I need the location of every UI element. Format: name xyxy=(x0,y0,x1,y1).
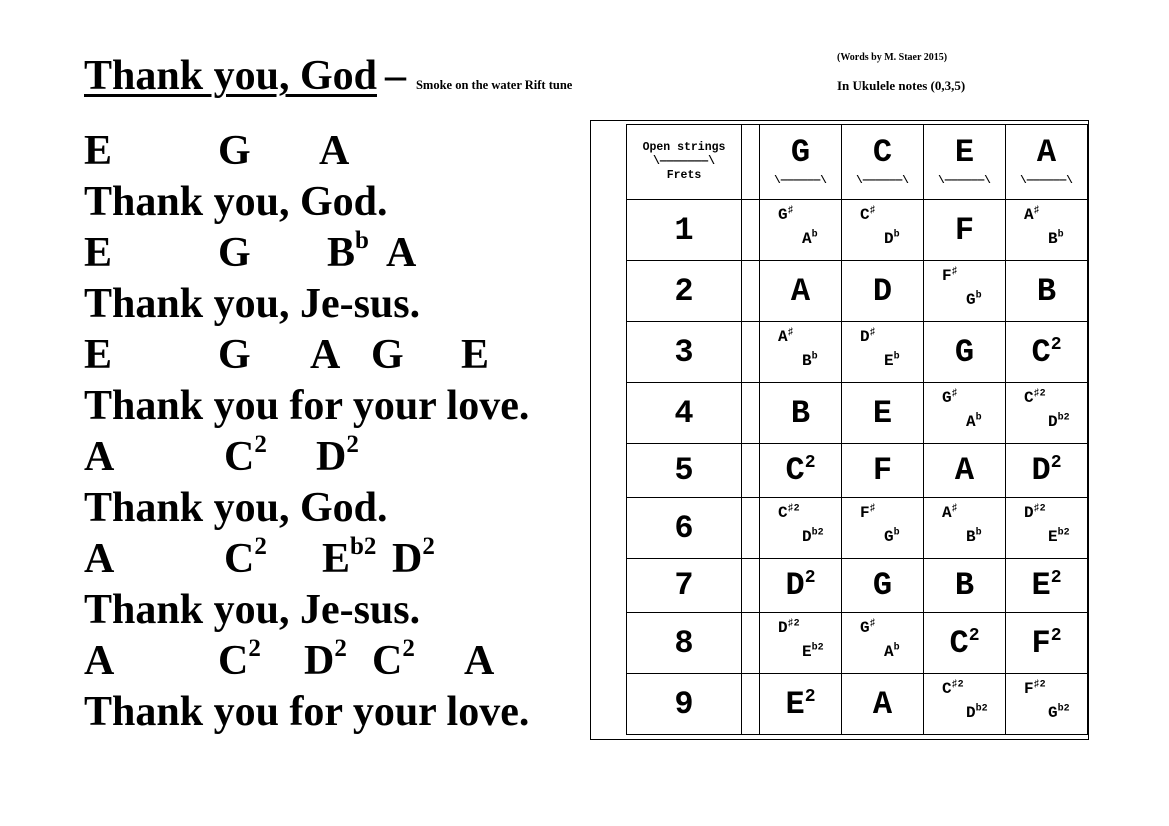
sharp-note: $D^{♯2}$ xyxy=(778,618,800,637)
chord: G xyxy=(218,332,251,378)
sharp-note: $D^{♯2}$ xyxy=(1024,503,1046,522)
note-cell xyxy=(924,200,1006,261)
note-cell xyxy=(842,383,924,444)
note-name: D xyxy=(872,272,893,310)
chord: $C^2$ xyxy=(224,431,267,480)
flat-note: $E^b$ xyxy=(884,351,900,370)
table-header-row xyxy=(627,125,1088,200)
flat-note: $E^{b2}$ xyxy=(1048,527,1070,546)
sharp-note: $C^{♯2}$ xyxy=(1024,388,1046,407)
flat-note: $E^{b2}$ xyxy=(802,642,824,661)
note-name: F xyxy=(1031,624,1051,662)
fret-row xyxy=(627,498,1088,559)
note-cell xyxy=(1006,261,1088,322)
fret-number: 6 xyxy=(627,498,742,559)
note-cell xyxy=(1006,498,1088,559)
flat-note: $G^b$ xyxy=(884,527,900,546)
sharp-note: $F^{♯2}$ xyxy=(1024,679,1046,698)
gap-cell xyxy=(742,125,760,200)
note-octave: 2 xyxy=(1050,625,1062,646)
fret-row xyxy=(627,674,1088,735)
chord: G xyxy=(371,332,404,378)
note-cell xyxy=(842,261,924,322)
string-name: E xyxy=(954,133,975,171)
string-slash: \——————\ xyxy=(938,174,991,187)
note-cell xyxy=(1006,674,1088,735)
note-octave: 2 xyxy=(1050,568,1062,588)
string-header-e xyxy=(924,125,1006,200)
string-slash: \——————\ xyxy=(856,174,909,187)
fret-number: 9 xyxy=(627,674,742,735)
lyric-text: Thank you, God. xyxy=(84,485,388,531)
note-cell xyxy=(760,322,842,383)
note-name: E xyxy=(785,685,805,723)
gap-cell xyxy=(742,261,760,322)
flat-note: $A^b$ xyxy=(884,642,900,661)
string-header-a xyxy=(1006,125,1088,200)
chord: G xyxy=(218,128,251,174)
note-cell xyxy=(924,444,1006,498)
flat-note: $B^b$ xyxy=(802,351,818,370)
note-name: E xyxy=(872,394,893,432)
note-octave: 2 xyxy=(804,686,816,707)
flat-note: $G^{b2}$ xyxy=(1048,703,1070,722)
chord: $D^2$ xyxy=(316,431,359,480)
note-name: C xyxy=(1031,333,1051,371)
note-cell xyxy=(760,559,842,613)
note-cell xyxy=(842,559,924,613)
note-cell xyxy=(760,383,842,444)
string-name: G xyxy=(790,133,811,171)
note-cell xyxy=(760,674,842,735)
note-cell xyxy=(842,613,924,674)
ukulele-note: In Ukulele notes (0,3,5) xyxy=(837,78,966,93)
sharp-note: G♯ xyxy=(942,388,958,407)
chord: G xyxy=(218,230,251,276)
note-cell xyxy=(1006,613,1088,674)
note-cell xyxy=(1006,322,1088,383)
note-cell xyxy=(760,444,842,498)
note-name: B xyxy=(1036,272,1057,310)
chord: $C^2$ xyxy=(372,635,415,684)
lyric-text: Thank you, God. xyxy=(84,179,388,225)
gap-cell xyxy=(742,498,760,559)
gap-cell xyxy=(742,559,760,613)
note-cell xyxy=(924,613,1006,674)
string-header-c xyxy=(842,125,924,200)
flat-note: $B^b$ xyxy=(966,527,982,546)
note-cell xyxy=(924,383,1006,444)
note-octave: 2 xyxy=(1050,453,1062,473)
note-cell xyxy=(760,613,842,674)
note-cell xyxy=(842,674,924,735)
note-cell xyxy=(1006,444,1088,498)
note-name: G xyxy=(954,333,975,371)
note-cell xyxy=(760,200,842,261)
sharp-note: D♯ xyxy=(860,327,876,346)
gap-cell xyxy=(742,383,760,444)
note-octave: 2 xyxy=(804,453,816,473)
note-cell xyxy=(842,498,924,559)
chord: $B^b$ xyxy=(327,227,369,276)
note-cell xyxy=(1006,383,1088,444)
chord: A xyxy=(84,434,115,480)
fret-number: 2 xyxy=(627,261,742,322)
sharp-note: A♯ xyxy=(942,503,958,522)
lyric-text: Thank you, Je-sus. xyxy=(84,587,421,633)
note-cell xyxy=(1006,200,1088,261)
note-name: A xyxy=(954,452,975,489)
credits: (Words by M. Staer 2015) xyxy=(837,52,948,63)
fret-table xyxy=(626,124,1088,735)
gap-cell xyxy=(742,322,760,383)
chord: A xyxy=(319,128,350,174)
header-label-cell xyxy=(627,125,742,200)
note-name: F xyxy=(954,211,975,249)
note-cell xyxy=(760,261,842,322)
flat-note: $D^{b2}$ xyxy=(1048,412,1070,431)
note-name: D xyxy=(1031,452,1051,489)
note-cell xyxy=(924,322,1006,383)
flat-note: $D^{b2}$ xyxy=(802,527,824,546)
fret-number: 1 xyxy=(627,200,742,261)
gap-cell xyxy=(742,200,760,261)
note-octave: 2 xyxy=(968,625,980,646)
fret-number: 4 xyxy=(627,383,742,444)
chord: A xyxy=(386,230,417,276)
flat-note: $G^b$ xyxy=(966,290,982,309)
note-cell xyxy=(760,498,842,559)
flat-note: $B^b$ xyxy=(1048,229,1064,248)
string-slash: \——————\ xyxy=(1020,174,1073,187)
gap-cell xyxy=(742,674,760,735)
fret-row xyxy=(627,613,1088,674)
sharp-note: F♯ xyxy=(942,266,958,285)
note-name: F xyxy=(872,452,893,489)
note-cell xyxy=(1006,559,1088,613)
lyric-text: Thank you for your love. xyxy=(84,689,530,735)
fret-row xyxy=(627,444,1088,498)
note-name: E xyxy=(1031,567,1051,604)
note-cell xyxy=(924,559,1006,613)
fret-row xyxy=(627,383,1088,444)
chord: E xyxy=(461,332,490,378)
gap-cell xyxy=(742,444,760,498)
chord: E xyxy=(84,230,113,276)
chord: $C^2$ xyxy=(224,533,267,582)
string-slash: \——————\ xyxy=(774,174,827,187)
sharp-note: G♯ xyxy=(860,618,876,637)
fret-row xyxy=(627,261,1088,322)
flat-note: $A^b$ xyxy=(966,412,982,431)
note-name: C xyxy=(949,624,969,662)
fret-row xyxy=(627,322,1088,383)
fret-number: 3 xyxy=(627,322,742,383)
fret-row xyxy=(627,559,1088,613)
tune-subtitle: Smoke on the water Rift tune xyxy=(415,78,573,92)
sharp-note: $C^{♯2}$ xyxy=(942,679,964,698)
header-slash-label: \———————\ xyxy=(652,155,716,169)
sharp-note: A♯ xyxy=(1024,205,1040,224)
chord: $D^2$ xyxy=(304,635,347,684)
fret-number: 7 xyxy=(627,559,742,613)
note-cell xyxy=(842,322,924,383)
note-cell xyxy=(842,200,924,261)
chord: A xyxy=(310,332,341,378)
note-name: C xyxy=(785,452,805,489)
chord: A xyxy=(464,638,495,684)
flat-note: $D^b$ xyxy=(884,229,900,248)
sharp-note: A♯ xyxy=(778,327,794,346)
note-cell xyxy=(842,444,924,498)
string-header-g xyxy=(760,125,842,200)
note-name: B xyxy=(954,567,975,604)
string-name: A xyxy=(1036,133,1057,171)
flat-note: $A^b$ xyxy=(802,229,818,248)
chord: E xyxy=(84,128,113,174)
song-title: Thank you, God xyxy=(84,53,377,99)
title-row xyxy=(84,52,572,100)
chord: $C^2$ xyxy=(218,635,261,684)
title-dash: – xyxy=(384,53,406,99)
note-octave: 2 xyxy=(1050,334,1062,355)
chord: A xyxy=(84,638,115,684)
sharp-note: C♯ xyxy=(860,205,876,224)
sharp-note: F♯ xyxy=(860,503,876,522)
chord: $D^2$ xyxy=(392,533,435,582)
chord: $E^{b2}$ xyxy=(322,533,377,582)
note-cell xyxy=(924,498,1006,559)
note-name: B xyxy=(790,394,811,432)
note-name: D xyxy=(785,567,805,604)
lyric-text: Thank you, Je-sus. xyxy=(84,281,421,327)
sharp-note: $C^{♯2}$ xyxy=(778,503,800,522)
note-name: A xyxy=(790,272,811,310)
note-name: G xyxy=(872,567,893,604)
chord: E xyxy=(84,332,113,378)
note-name: A xyxy=(872,685,893,723)
fret-number: 8 xyxy=(627,613,742,674)
note-octave: 2 xyxy=(804,568,816,588)
frets-label: Frets xyxy=(666,168,702,182)
gap-cell xyxy=(742,613,760,674)
flat-note: $D^{b2}$ xyxy=(966,703,988,722)
string-name: C xyxy=(872,133,893,171)
note-cell xyxy=(924,674,1006,735)
sharp-note: G♯ xyxy=(778,205,794,224)
note-cell xyxy=(924,261,1006,322)
open-strings-label: Open strings xyxy=(642,141,726,155)
chord: A xyxy=(84,536,115,582)
fret-number: 5 xyxy=(627,444,742,498)
fret-row xyxy=(627,200,1088,261)
lyric-text: Thank you for your love. xyxy=(84,383,530,429)
